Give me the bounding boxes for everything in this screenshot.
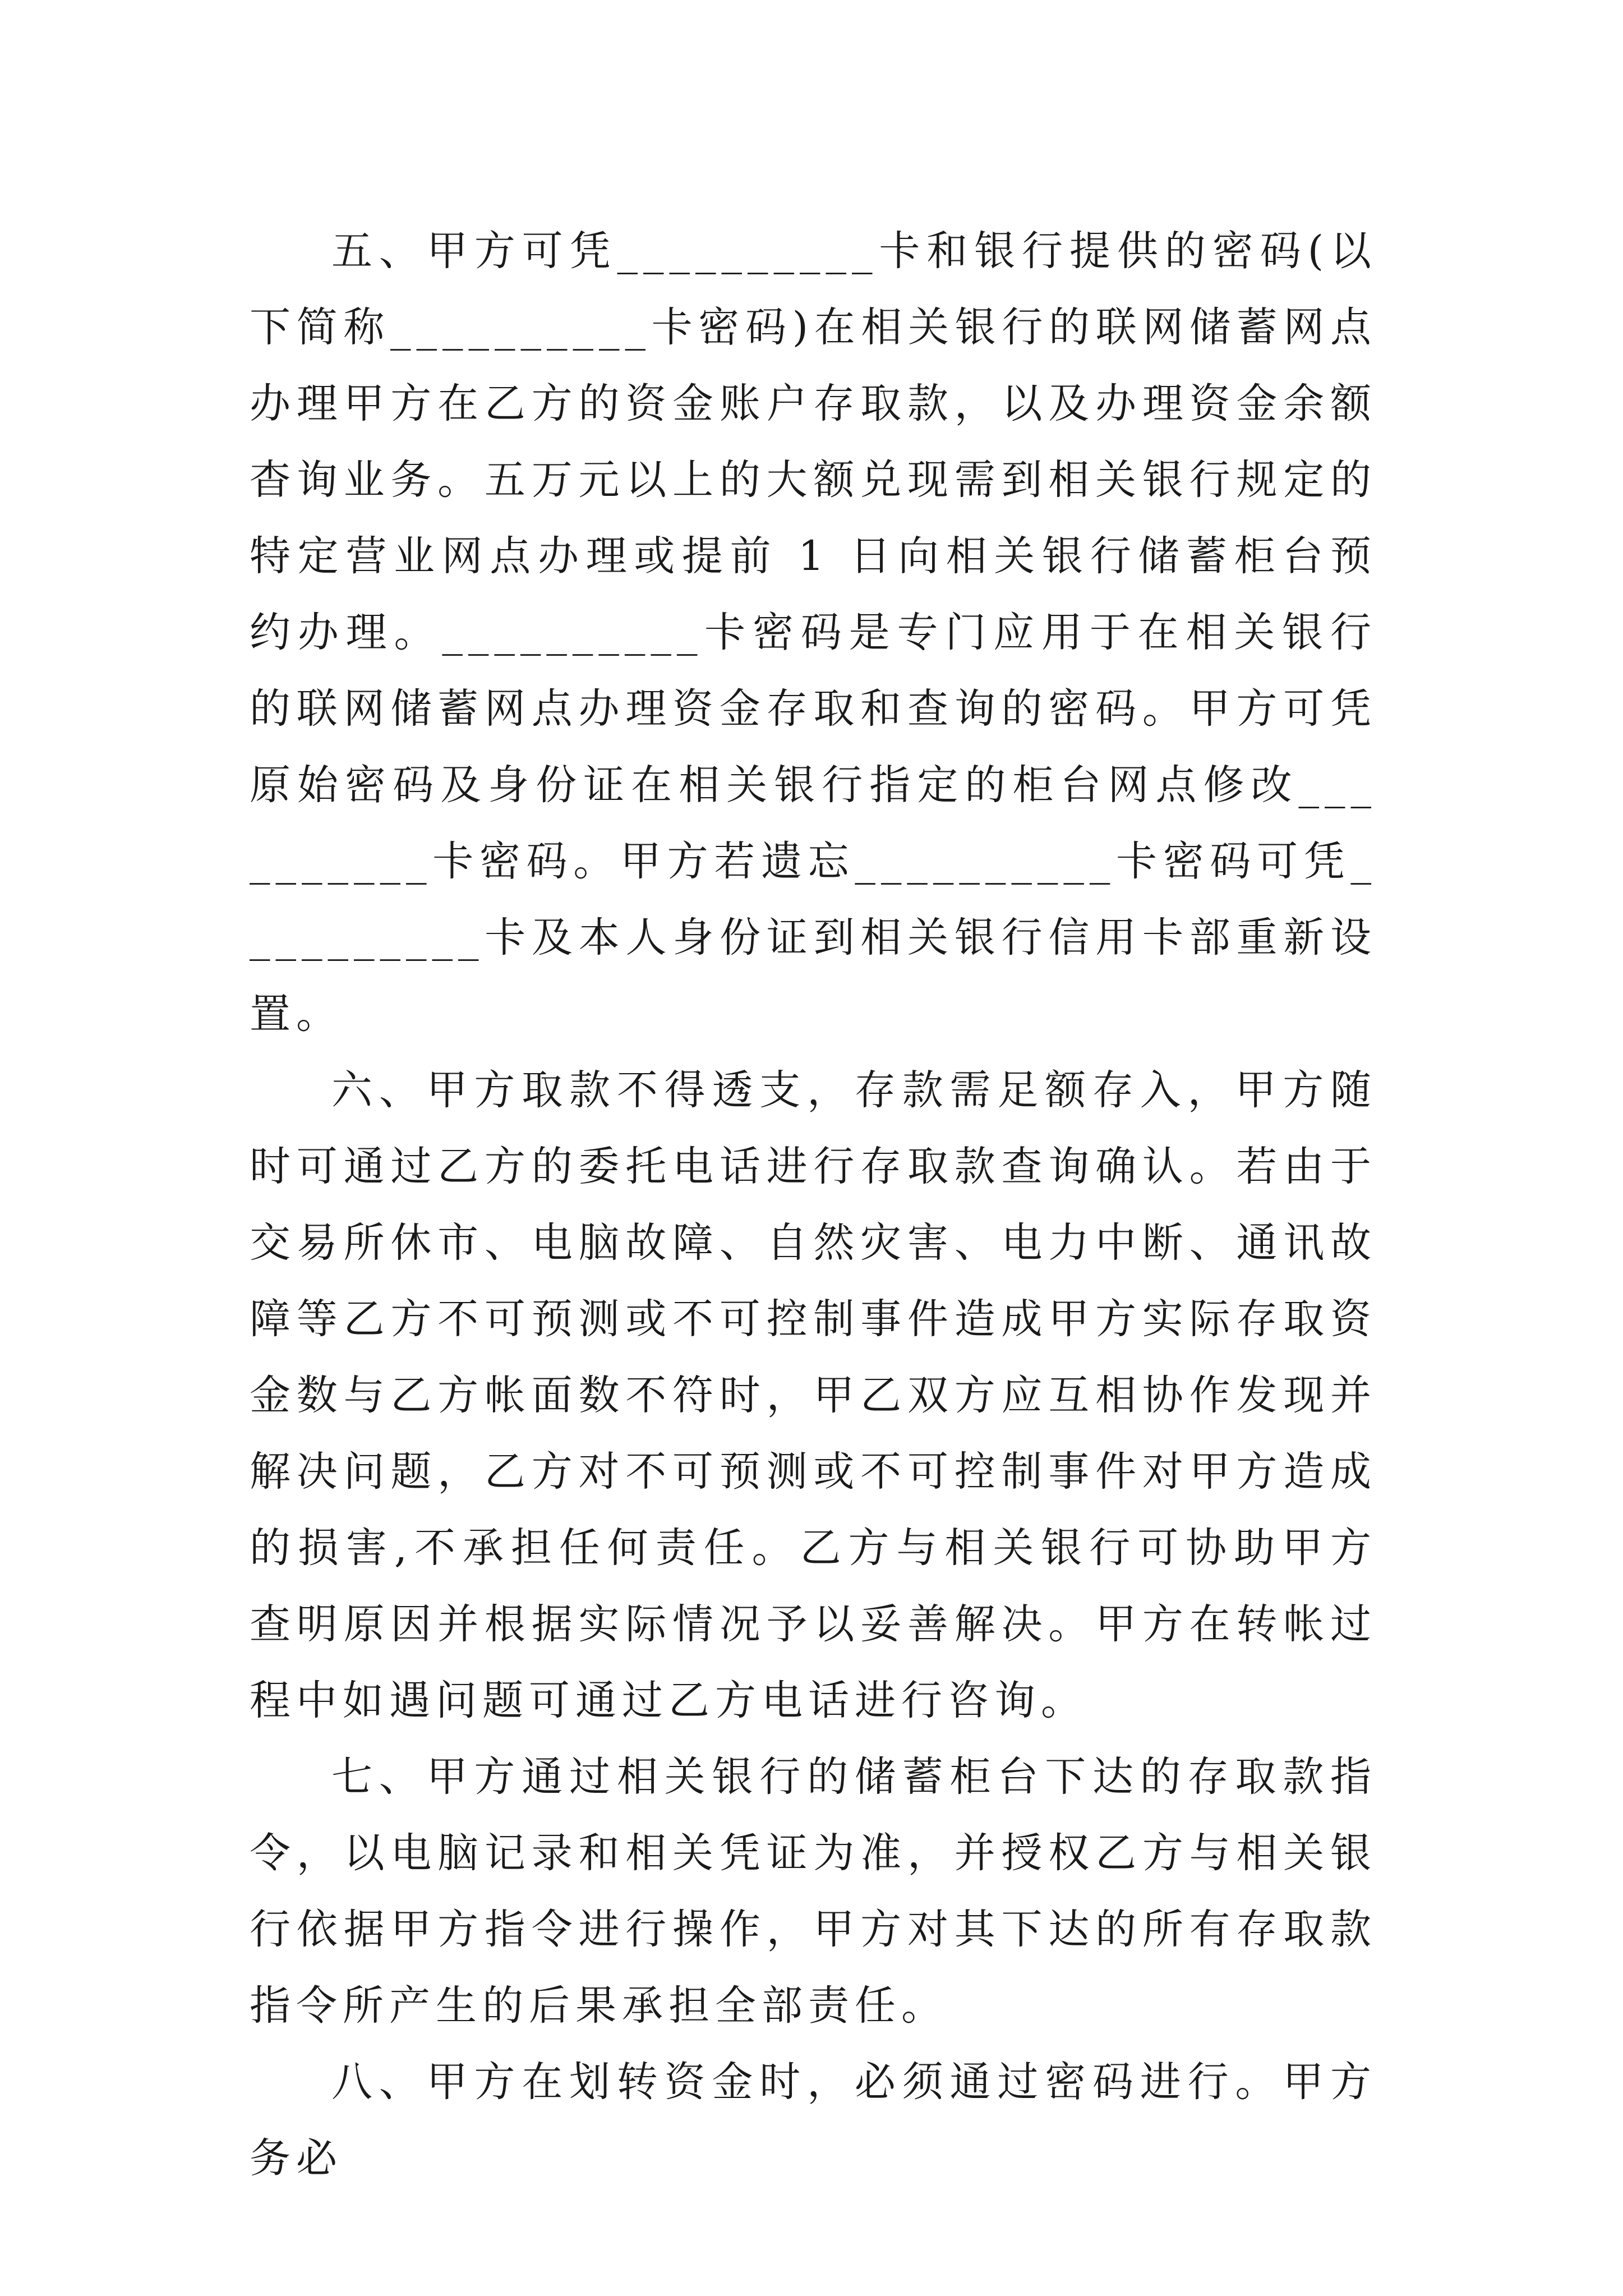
document-body <box>250 213 1377 2197</box>
clause-5-paragraph: 五、甲方可凭__________卡和银行提供的密码(以下简称__________卡密码)在相关银行的联网储蓄网点办理甲方在乙方的资金账户存取款，以及办理资金余额杳询业务。五万元以上的大额兑现需到相关银行规定的特定营业网点办理或提前 1 日向相关银行储蓄柜台预约办理。__________卡密码是专门应用于在相关银行的联网储蓄网点办理资金存取和查询的密码。甲方可凭原始密码及身份证在相关银行指定的柜台网点修改__________卡密码。甲方若遗忘__________卡密码可凭__________卡及本人身份证到相关银行信用卡部重新设置。 <box>250 227 1377 1038</box>
clause-7-paragraph: 七、甲方通过相关银行的储蓄柜台下达的存取款指令，以电脑记录和相关凭证为准，并授权乙方与相关银行依据甲方指令进行操作，甲方对其下达的所有存取款指令所产生的后果承担全部责任。 <box>250 1753 1377 2030</box>
clause-8-paragraph: 八、甲方在划转资金时，必须通过密码进行。甲方务必 <box>250 2058 1377 2182</box>
clause-6-paragraph: 六、甲方取款不得透支，存款需足额存入，甲方随时可通过乙方的委托电话进行存取款查询确认。若由于交易所休市、电脑故障、自然灾害、电力中断、通讯故障等乙方不可预测或不可控制事件造成甲方实际存取资金数与乙方帐面数不符时，甲乙双方应互相协作发现并解决问题，乙方对不可预测或不可控制事件对甲方造成的损害,不承担任何责任。乙方与相关银行可协助甲方查明原因并根据实际情况予以妥善解决。甲方在转帐过程中如遇问题可通过乙方电话进行咨询。 <box>250 1066 1377 1724</box>
